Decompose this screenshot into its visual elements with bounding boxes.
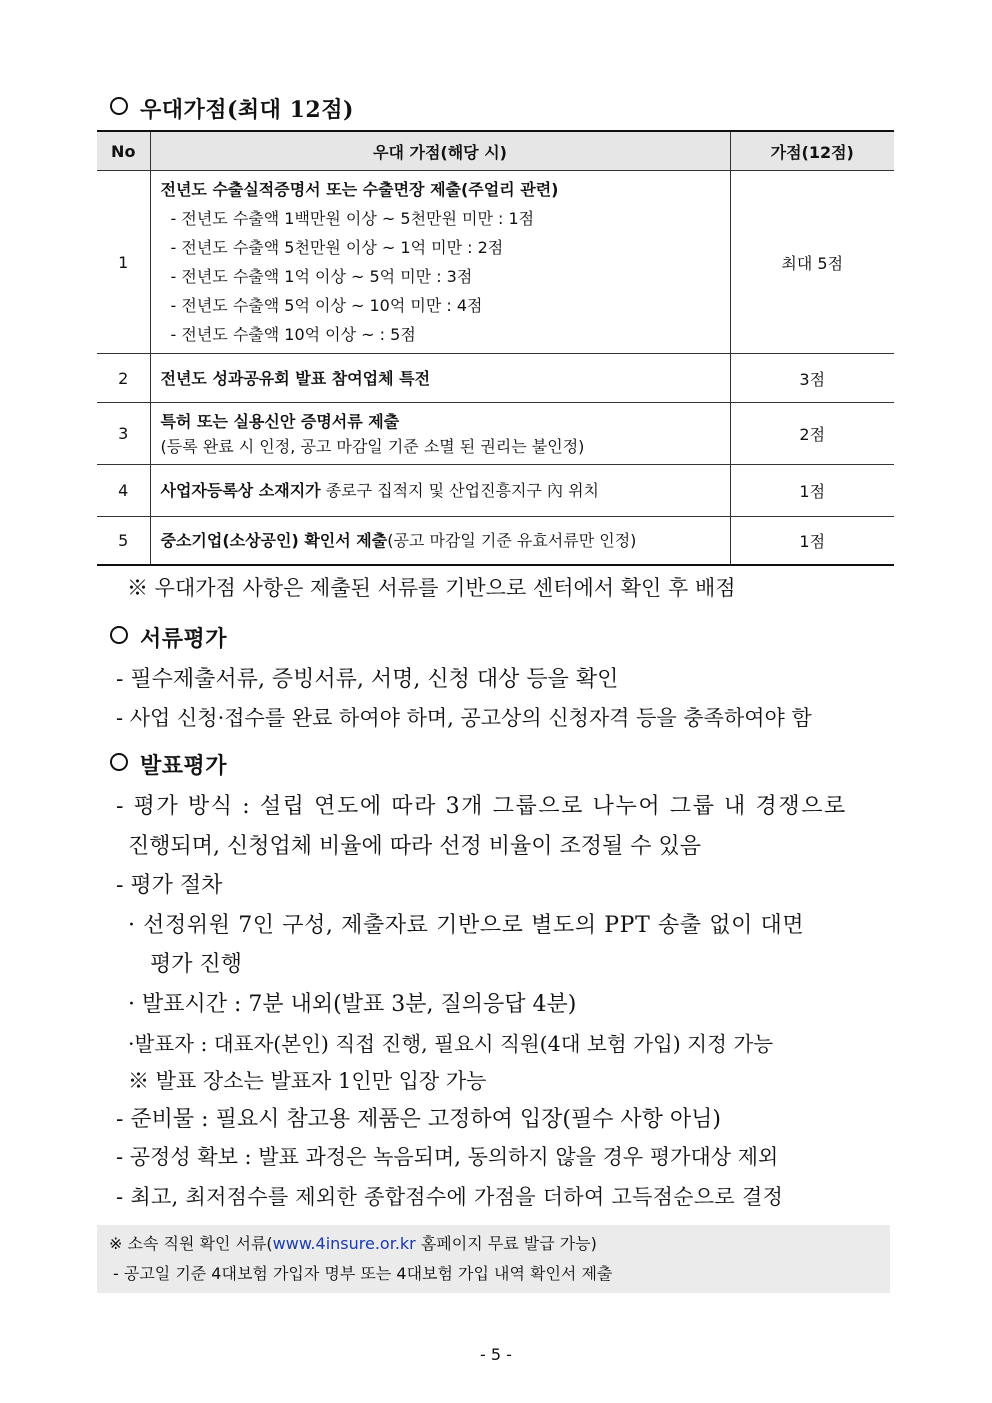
presentation-line: 평가 진행 — [150, 952, 243, 977]
section-title-bonus: 우대가점(최대 12점) — [110, 93, 354, 124]
table-row — [97, 465, 894, 517]
table-header-row — [97, 131, 894, 171]
presentation-line: - 평가 절차 — [116, 873, 223, 898]
row-no: 1 — [97, 171, 150, 354]
row-description: 중소기업(소상공인) 확인서 제출(공고 마감일 기준 유효서류만 인정) — [150, 517, 730, 565]
table-row — [97, 517, 894, 565]
presentation-line: 진행되며, 신청업체 비율에 따라 선정 비율이 조정될 수 있음 — [128, 834, 701, 859]
presentation-line: ※ 발표 장소는 발표자 1인만 입장 가능 — [128, 1069, 487, 1093]
table-row — [97, 403, 894, 465]
row-description: 전년도 수출실적증명서 또는 수출면장 제출(주얼리 관련) - 전년도 수출액 1백만원 이상 ~ 5천만원 미만 : 1점 - 전년도 수출액 5천만원 이상 ~ 1억 미만 : 2점 - 전년도 수출액 1억 이상 ~ 5억 미만 : 3점 - 전년도 수출액 5억 이상 ~ 10억 미만 : 4점 - 전년도 수출액 10억 이상 ~ : 5점 — [150, 171, 730, 354]
table-row — [97, 171, 894, 354]
insurance-site-link[interactable]: www.4insure.or.kr — [272, 1234, 416, 1253]
circle-bullet-icon — [110, 753, 128, 771]
document-review-item: - 사업 신청·접수를 완료 하여야 하며, 공고상의 신청자격 등을 충족하여야 함 — [116, 706, 812, 730]
row-points: 1점 — [730, 517, 894, 565]
row-description: 특허 또는 실용신안 증명서류 제출 (등록 완료 시 인정, 공고 마감일 기준 소멸 된 권리는 불인정) — [150, 403, 730, 465]
presentation-line: · 선정위원 7인 구성, 제출자료 기반으로 별도의 PPT 송출 없이 대면 — [128, 913, 805, 938]
row-description: 전년도 성과공유회 발표 참여업체 특전 — [150, 354, 730, 403]
row-no: 4 — [97, 465, 150, 517]
presentation-line: - 공정성 확보 : 발표 과정은 녹음되며, 동의하지 않을 경우 평가대상 제외 — [116, 1145, 779, 1169]
header-points: 가점(12점) — [730, 131, 894, 171]
document-review-item: - 필수제출서류, 증빙서류, 서명, 신청 대상 등을 확인 — [116, 667, 619, 692]
presentation-line: - 준비물 : 필요시 참고용 제품은 고정하여 입장(필수 사항 아님) — [116, 1107, 721, 1132]
employee-document-note-box: ※ 소속 직원 확인 서류(www.4insure.or.kr 홈페이지 무료 발급 가능) - 공고일 기준 4대보험 가입자 명부 또는 4대보험 가입 내역 확인서 제출 — [97, 1225, 890, 1293]
row-no: 5 — [97, 517, 150, 565]
bonus-note: ※ 우대가점 사항은 제출된 서류를 기반으로 센터에서 확인 후 배점 — [127, 576, 736, 600]
row-no: 2 — [97, 354, 150, 403]
row-points: 2점 — [730, 403, 894, 465]
table-row — [97, 354, 894, 403]
row-points: 최대 5점 — [730, 171, 894, 354]
row-no: 3 — [97, 403, 150, 465]
header-no: No — [97, 131, 150, 171]
row-description: 사업자등록상 소재지가 종로구 집적지 및 산업진흥지구 內 위치 — [150, 465, 730, 517]
row-points: 3점 — [730, 354, 894, 403]
page-number: - 5 - — [480, 1345, 512, 1364]
section-title-document-review: 서류평가 — [110, 622, 227, 653]
presentation-line: ·발표자 : 대표자(본인) 직접 진행, 필요시 직원(4대 보험 가입) 지정 가능 — [128, 1032, 774, 1056]
bonus-points-table — [97, 130, 894, 566]
presentation-line: - 평가 방식 : 설립 연도에 따라 3개 그룹으로 나누어 그룹 내 경쟁으로 — [116, 794, 847, 819]
circle-bullet-icon — [110, 97, 128, 115]
section-title-presentation: 발표평가 — [110, 749, 227, 780]
header-criteria: 우대 가점(해당 시) — [150, 131, 730, 171]
presentation-line: - 최고, 최저점수를 제외한 종합점수에 가점을 더하여 고득점순으로 결정 — [116, 1185, 784, 1209]
row-points: 1점 — [730, 465, 894, 517]
presentation-line: · 발표시간 : 7분 내외(발표 3분, 질의응답 4분) — [128, 992, 577, 1017]
circle-bullet-icon — [110, 626, 128, 644]
